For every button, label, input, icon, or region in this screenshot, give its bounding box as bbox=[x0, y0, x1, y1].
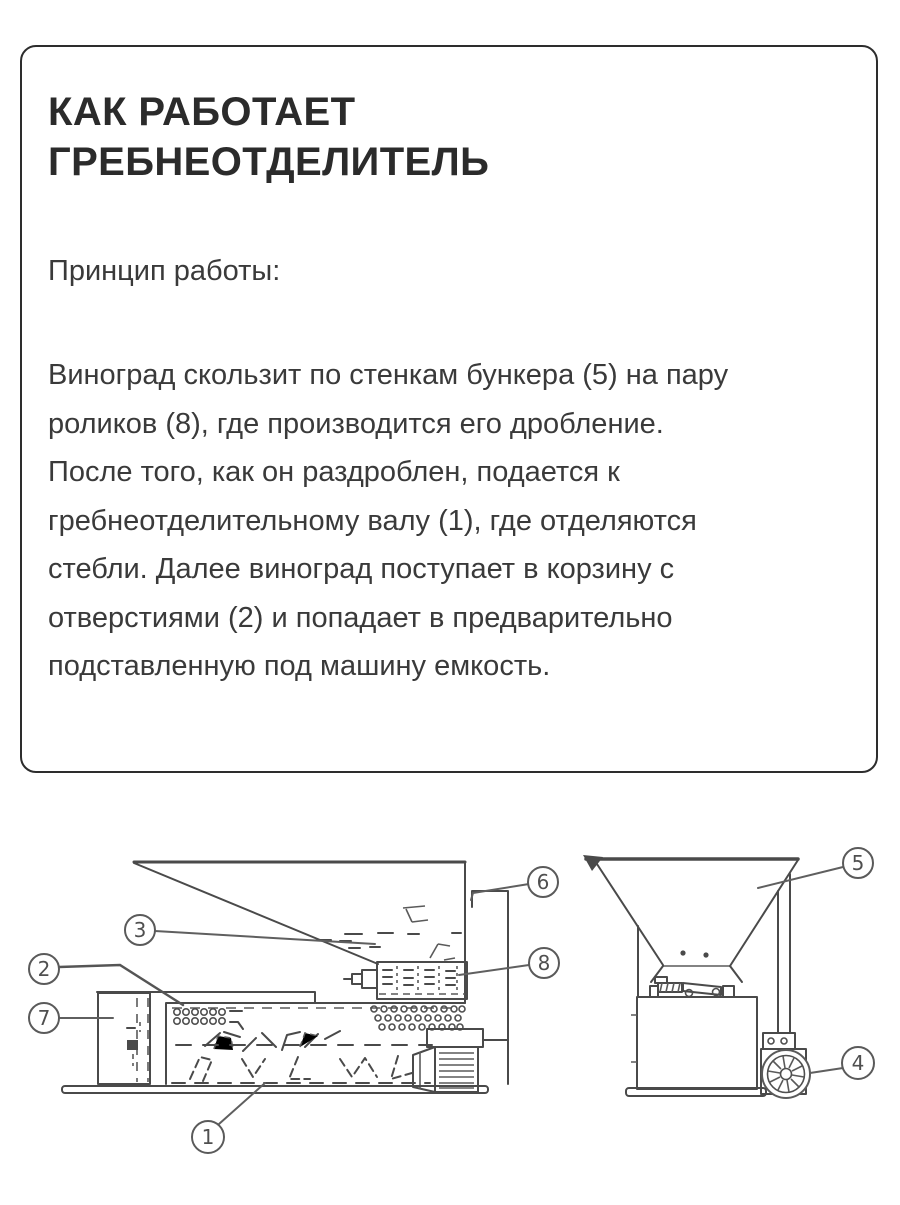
callout-7-label: 7 bbox=[37, 1006, 51, 1030]
stand-box bbox=[98, 993, 150, 1084]
grape-flow-marks bbox=[318, 906, 461, 960]
front-body bbox=[631, 997, 757, 1089]
destemmer-diagram bbox=[0, 800, 900, 1200]
leader-2 bbox=[59, 965, 183, 1005]
callout-8 bbox=[529, 948, 559, 978]
front-leader-lines bbox=[758, 867, 843, 1073]
housing bbox=[97, 992, 465, 1084]
leader-4 bbox=[810, 1068, 843, 1073]
body-line: подставленную под машину емкость. bbox=[48, 650, 551, 682]
instruction-card bbox=[20, 45, 878, 773]
callout-2 bbox=[29, 954, 59, 984]
title-line-1: КАК РАБОТАЕТ bbox=[48, 90, 356, 134]
perforated-basket bbox=[172, 1006, 465, 1083]
front-side-panel bbox=[778, 874, 790, 1033]
fan-outer-ring bbox=[762, 1050, 810, 1098]
roller-box bbox=[344, 962, 467, 999]
leader-5 bbox=[758, 867, 843, 888]
body-line: гребнеотделительному валу (1), где отделяются bbox=[48, 504, 697, 537]
callout-1-label: 1 bbox=[201, 1125, 215, 1149]
body-paragraph bbox=[48, 351, 846, 691]
side-view bbox=[29, 862, 559, 1153]
body-line: отверстиями (2) и попадает в предварительно bbox=[48, 601, 673, 634]
callout-8-label: 8 bbox=[537, 951, 551, 975]
body-line: После того, как он раздроблен, подается к bbox=[48, 456, 620, 488]
front-mechanism bbox=[650, 977, 734, 997]
subtitle: Принцип работы: bbox=[48, 255, 281, 287]
front-view bbox=[583, 848, 874, 1098]
callout-7 bbox=[29, 1003, 59, 1033]
diagram-svg bbox=[0, 800, 900, 1200]
callout-5 bbox=[843, 848, 873, 878]
body-line: роликов (8), где производится его дробление. bbox=[48, 407, 664, 440]
callout-6 bbox=[528, 867, 558, 897]
callout-1 bbox=[192, 1121, 224, 1153]
leader-1 bbox=[219, 1083, 265, 1124]
callout-4-label: 4 bbox=[851, 1051, 865, 1075]
title-line-2: ГРЕБНЕОТДЕЛИТЕЛЬ bbox=[48, 140, 490, 184]
callout-3-label: 3 bbox=[133, 918, 147, 942]
callout-6-label: 6 bbox=[536, 870, 550, 894]
front-motor bbox=[761, 1033, 810, 1098]
side-motor bbox=[413, 1029, 483, 1092]
callout-3 bbox=[125, 915, 155, 945]
callout-2-label: 2 bbox=[37, 957, 51, 981]
callout-5-label: 5 bbox=[851, 851, 865, 875]
front-hopper bbox=[583, 855, 798, 997]
leader-8 bbox=[459, 965, 529, 975]
leader-3 bbox=[155, 931, 375, 944]
page-title bbox=[48, 87, 846, 187]
callout-4 bbox=[842, 1047, 874, 1079]
body-line: стебли. Далее виноград поступает в корзину с bbox=[48, 553, 675, 585]
body-line: Виноград скользит по стенкам бункера (5) на пару bbox=[48, 359, 729, 391]
